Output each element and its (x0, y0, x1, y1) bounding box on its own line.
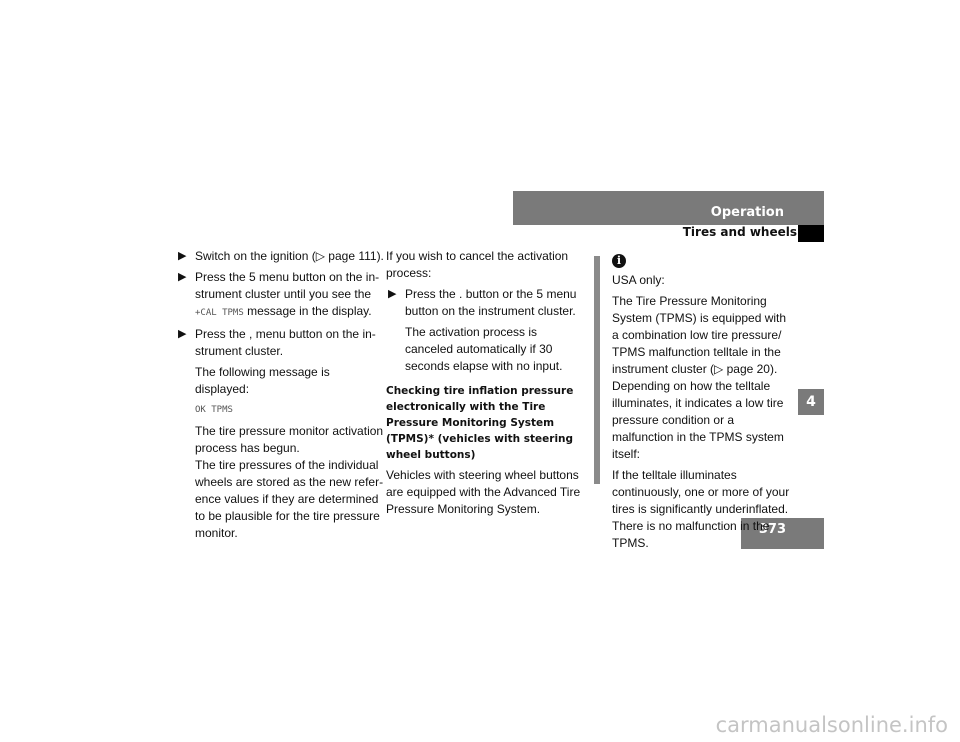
activation-paragraph: The tire pressure monitor activation process has begun. (195, 424, 384, 455)
arrow-icon: ▶ (178, 271, 187, 283)
display-message-code: OK TPMS (195, 405, 233, 415)
step-menu-button (176, 269, 384, 322)
page-number: 373 (758, 522, 786, 537)
step-ignition (176, 248, 384, 265)
cancel-intro: If you wish to cancel the activation process: (386, 249, 569, 280)
reference-paragraph: The tire pressures of the individual wheels are stored as the new reference values if they are determined to be plausible for the tire pressure monitor. (195, 458, 384, 540)
note-paragraph: The Tire Pressure Monitoring System (TPMS) is equipped with a combination low tire pressure/ TPMS malfunction telltale in the instrument cluster (▷ page 20). Depending on how the telltale illuminates, it indicates a low tire pressure condition or a malfunction in the TPMS system itself: (612, 293, 787, 461)
menu-key: 5 (249, 270, 256, 284)
arrow-icon: ▶ (178, 250, 187, 262)
step-text: message in the display. (243, 304, 372, 318)
info-icon: i (612, 254, 626, 268)
step-text: Press the . button or the (405, 287, 537, 301)
chapter-tab: 4 (798, 389, 824, 415)
watermark: carmanualsonline.info (715, 713, 948, 737)
left-column (176, 248, 384, 546)
note-paragraph: If the telltale illuminates continuously, one or more of your tires is significantly underinflated. There is no malfunction in the TPMS. (612, 467, 790, 550)
middle-column (386, 248, 586, 522)
info-note (612, 252, 794, 556)
menu-key: 5 (536, 287, 544, 301)
step-confirm-button (176, 326, 384, 360)
step-text: menu button on the instrument cluster. (405, 287, 577, 318)
subsection-marker (798, 225, 824, 242)
message-intro: The following message is displayed: (195, 365, 330, 396)
step-text: Press the (195, 270, 250, 284)
section-heading: Checking tire inflation pressure electronically with the Tire Pressure Monitoring System (TPMS)* (vehicles with steering wheel buttons) (386, 385, 574, 461)
cancel-note: The activation process is canceled automatically if 30 seconds elapse with no input. (405, 325, 563, 373)
display-message-code: +CAL TPMS (195, 308, 244, 318)
note-rule (594, 256, 600, 484)
step-text: Switch on the ignition (▷ page 111). (195, 249, 384, 263)
step-cancel (386, 286, 586, 320)
arrow-icon: ▶ (388, 288, 397, 300)
arrow-icon: ▶ (178, 328, 187, 340)
step-text: menu button on the instrument cluster until you see the (195, 270, 380, 301)
section-body: Vehicles with steering wheel buttons are equipped with the Advanced Tire Pressure Monitoring System. (386, 468, 581, 516)
note-usa-only: USA only: (612, 272, 665, 287)
subsection-title: Tires and wheels (682, 225, 797, 239)
section-header-bar (513, 191, 824, 225)
step-text: Press the , menu button on the instrument cluster. (195, 327, 376, 358)
section-title: Operation (710, 205, 784, 220)
